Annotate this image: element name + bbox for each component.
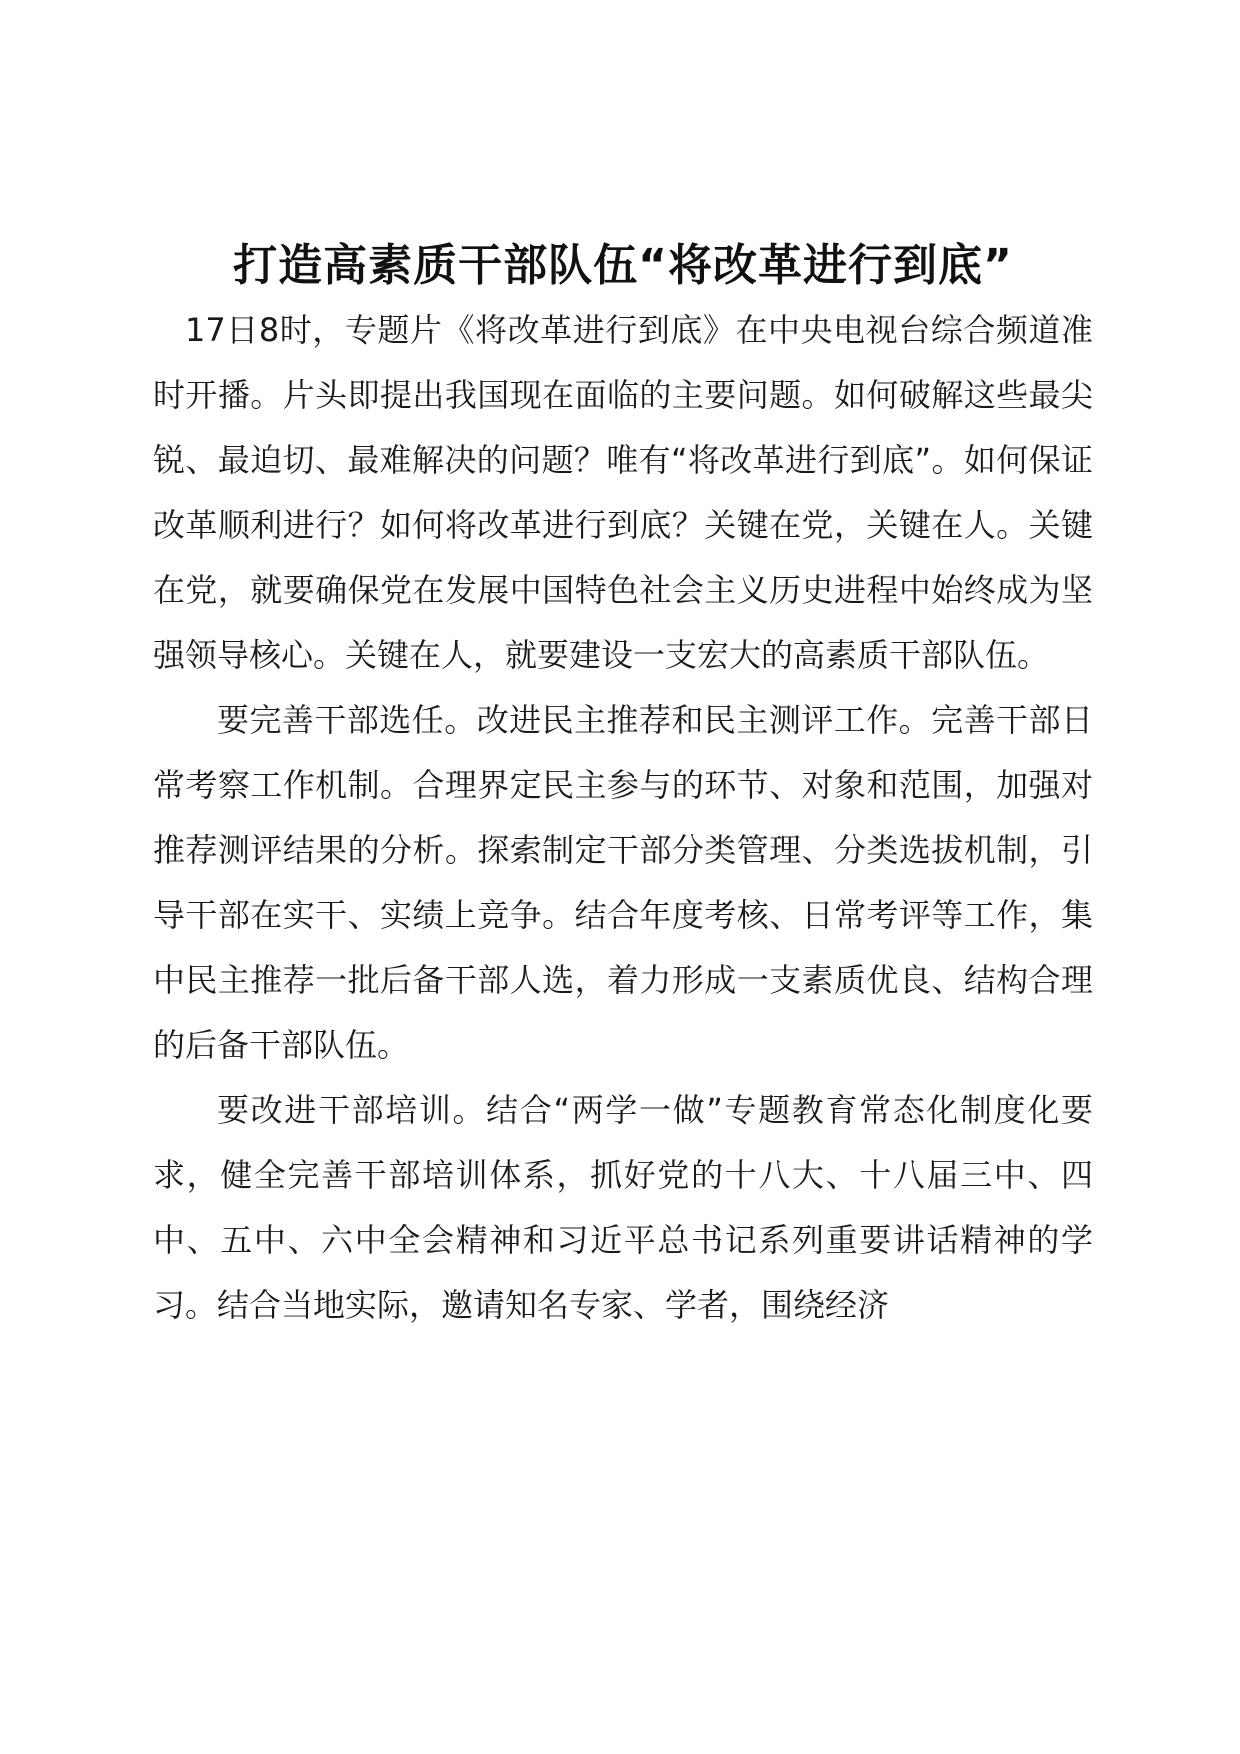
paragraph-1: 17日8时，专题片《将改革进行到底》在中央电视台综合频道准时开播。片头即提出我国现在面临的主要问题。如何破解这些最尖锐、最迫切、最难解决的问题？唯有“将改革进行到底”。如何保证改革顺利进行？如何将改革进行到底？关键在党，关键在人。关键在党，就要确保党在发展中国特色社会主义历史进程中始终成为坚强领导核心。关键在人，就要建设一支宏大的高素质干部队伍。 xyxy=(153,311,1093,674)
document-body xyxy=(153,234,1093,1338)
paragraph-3: 要改进干部培训。结合“两学一做”专题教育常态化制度化要求，健全完善干部培训体系，抓好党的十八大、十八届三中、四中、五中、六中全会精神和习近平总书记系列重要讲话精神的学习。结合当地实际，邀请知名专家、学者，围绕经济 xyxy=(153,1091,1093,1324)
paragraph-2: 要完善干部选任。改进民主推荐和民主测评工作。完善干部日常考察工作机制。合理界定民主参与的环节、对象和范围，加强对推荐测评结果的分析。探索制定干部分类管理、分类选拔机制，引导干部在实干、实绩上竞争。结合年度考核、日常考评等工作，集中民主推荐一批后备干部人选，着力形成一支素质优良、结构合理的后备干部队伍。 xyxy=(153,701,1093,1064)
document-title: 打造高素质干部队伍“将改革进行到底” xyxy=(233,240,1013,291)
